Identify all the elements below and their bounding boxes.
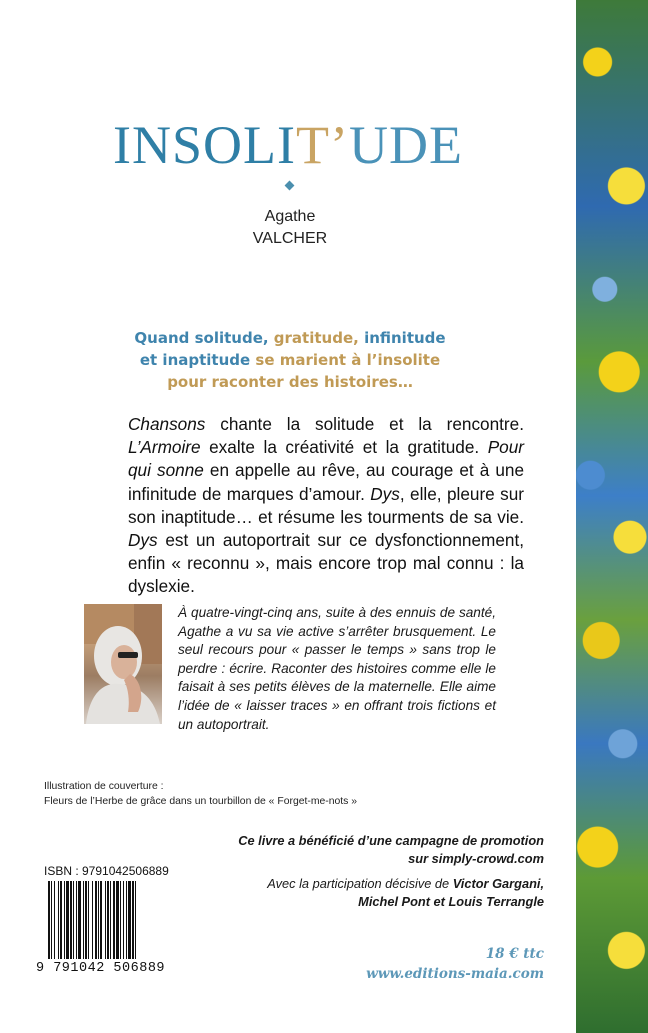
summary-text: , elle, pleure sur son inaptitude… et résume les tourments de sa vie.	[128, 483, 524, 527]
cover-credit-description: Fleurs de l’Herbe de grâce dans un tourbillon de « Forget-me-nots »	[44, 796, 358, 807]
tagline-text: Quand	[134, 329, 195, 347]
summary-paragraph	[128, 413, 524, 599]
tagline-line-1	[0, 329, 580, 347]
barcode-icon	[44, 881, 168, 973]
tagline-text: ,	[262, 329, 274, 347]
tagline-word-inaptitude: inaptitude	[162, 351, 251, 369]
work-title-armoire: L’Armoire	[128, 437, 201, 458]
tagline-line-3	[0, 373, 580, 391]
tagline-text: ,	[353, 329, 365, 347]
work-title-dys: Dys	[128, 530, 158, 551]
summary-text: exalte la créativité et la gratitude.	[200, 437, 488, 458]
price: 18 € ttc	[485, 946, 544, 962]
tagline-word-infinitude: infinitude	[364, 329, 446, 347]
title-part-1: INSOLI	[113, 115, 297, 175]
promo-line-2	[408, 851, 544, 866]
tagline-text: et	[139, 351, 163, 369]
author-photo	[84, 604, 162, 724]
work-title-chansons: Chansons	[128, 414, 206, 434]
tagline-word-solitude: solitude	[194, 329, 263, 347]
tagline-text: se marient à l’insolite	[250, 351, 441, 369]
author-last-name: VALCHER	[252, 230, 328, 247]
work-title-dys: Dys	[370, 483, 400, 504]
isbn-label: ISBN : 9791042506889	[44, 864, 169, 878]
promo-names: Michel Pont et Louis Terrangle	[358, 894, 544, 909]
title-part-3: UDE	[348, 115, 463, 175]
promo-text: Avec la participation décisive de	[267, 876, 453, 891]
promo-text: Ce livre a bénéficié d’une campagne de promotion	[238, 833, 544, 848]
barcode-digits: 9 791042 506889	[36, 961, 166, 976]
promo-line-3	[267, 876, 544, 891]
tagline-line-2	[0, 351, 580, 369]
author-biography: À quatre-vingt-cinq ans, suite à des ennuis de santé, Agathe a vu sa vie active s’arrêter brusquement. Le seul recours pour « passer le temps » sans trop le perdre : écrire. Raconter des histoires comme elle le faisait à ses petits élèves de la maternelle. Elle aime l’idée de « laisser traces » en offrant trois fictions et un autoportrait.	[178, 605, 496, 732]
promo-text: sur simply-crowd.com	[408, 851, 544, 866]
work-title-pour-qui-sonne: Pour qui sonne	[128, 437, 524, 481]
promo-names: Victor Gargani,	[452, 876, 544, 891]
title-part-2: T’	[296, 115, 349, 175]
promo-line-4	[358, 894, 544, 909]
summary-text: est un autoportrait sur ce dysfonctionnement, enfin « reconnu », mais encore trop mal connu : la dyslexie.	[128, 530, 524, 597]
summary-text: chante la solitude et la rencontre.	[205, 414, 524, 434]
diamond-ornament-icon	[285, 181, 295, 191]
cover-flower-illustration	[576, 0, 648, 1033]
author-first-name: Agathe	[264, 208, 316, 225]
cover-credit-label: Illustration de couverture :	[44, 781, 164, 792]
tagline-text: pour raconter des histoires…	[167, 373, 413, 391]
publisher-website: www.editions-maia.com	[366, 966, 544, 982]
book-title	[0, 115, 576, 175]
author-portrait-icon	[84, 604, 162, 724]
tagline-word-gratitude: gratitude	[273, 329, 354, 347]
summary-text: en appelle au rêve, au courage et à une infinitude de marques d’amour.	[128, 460, 524, 504]
promo-line-1	[238, 833, 544, 848]
